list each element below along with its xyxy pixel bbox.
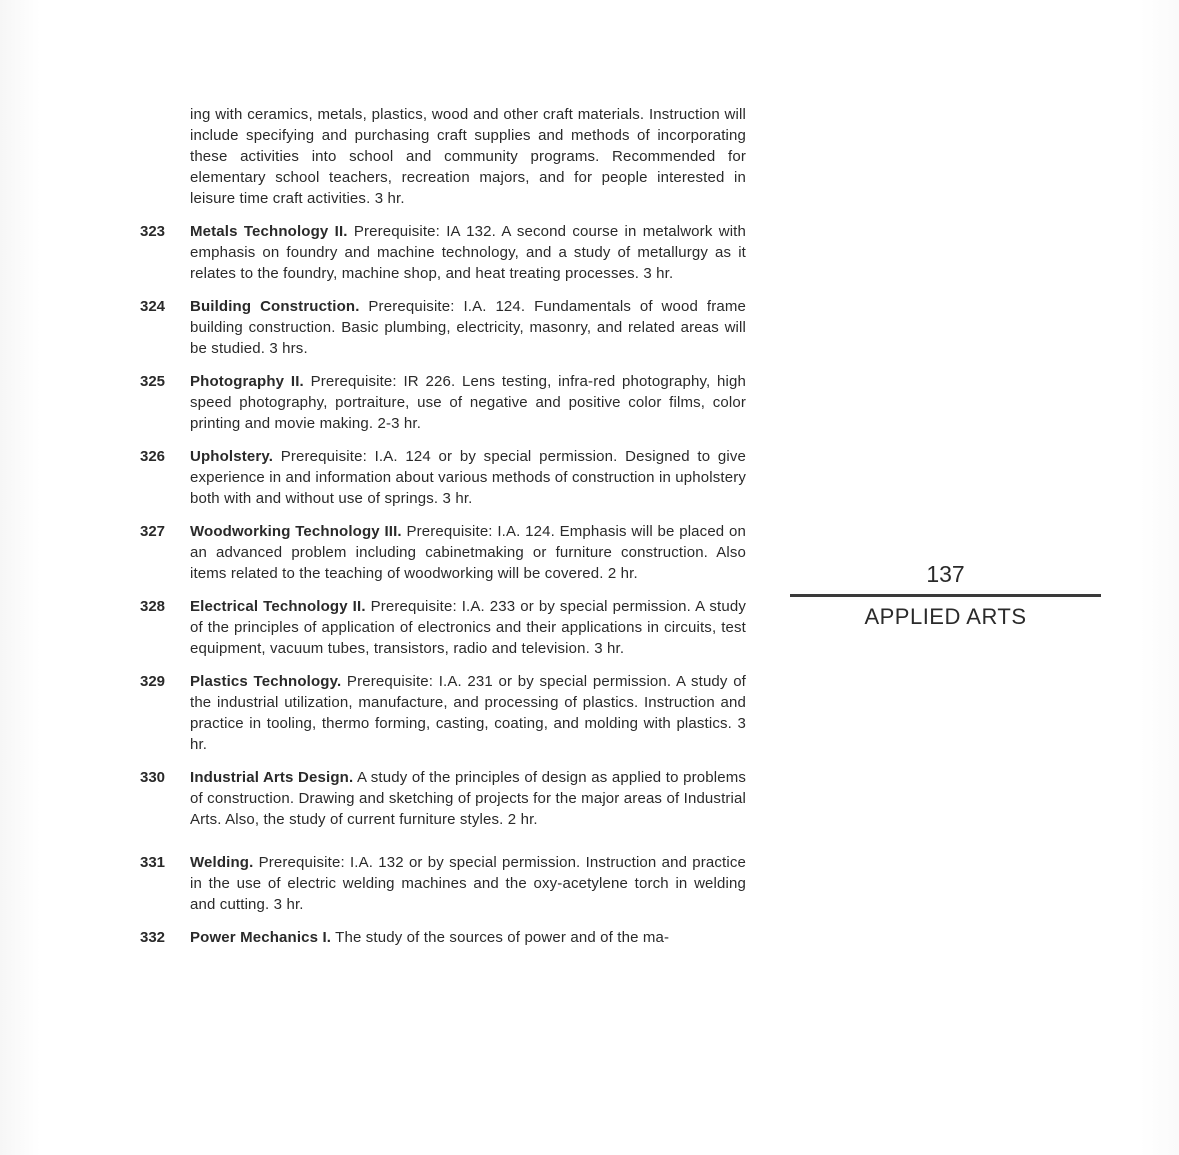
course-text: Prerequisite: IA 132. A second course in metalwork with emphasis on foundry and machine technology, and a study of metallurgy as it relates to the foundry, machine shop, and heat treating processes. 3 hr. — [190, 223, 746, 282]
course-number: 332 — [140, 929, 166, 946]
course-description — [190, 446, 746, 509]
course-description — [190, 521, 746, 584]
course-description — [190, 596, 746, 659]
course-text: Prerequisite: I.A. 132 or by special permission. Instruction and practice in the use of electric welding machines and the oxy-acetylene torch in welding and cutting. 3 hr. — [190, 854, 746, 913]
course-text: Prerequisite: I.A. 124. Fundamentals of wood frame building construction. Basic plumbing, electricity, masonry, and related areas will be studied. 3 hrs. — [190, 298, 746, 357]
course-description — [190, 296, 746, 359]
course-number: 324 — [140, 298, 166, 315]
course-number: 328 — [140, 598, 166, 615]
course-text: Prerequisite: I.A. 233 or by special permission. A study of the principles of application of electronics and their applications in circuits, test equipment, vacuum tubes, transistors, radio and television. 3 hr. — [190, 598, 746, 657]
course-title: Power Mechanics I. — [190, 929, 332, 946]
course-entry-330 — [140, 767, 746, 830]
course-entry-331 — [140, 852, 746, 915]
course-entry-327 — [140, 521, 746, 584]
course-description — [190, 371, 746, 434]
course-number: 326 — [140, 448, 166, 465]
course-title: Electrical Technology II. — [190, 598, 366, 615]
course-title: Metals Technology II. — [190, 223, 348, 240]
course-title: Building Construction. — [190, 298, 360, 315]
course-list — [140, 104, 746, 948]
course-description — [190, 221, 746, 284]
page-number: 137 — [926, 561, 965, 587]
course-number: 329 — [140, 673, 166, 690]
course-number: 323 — [140, 223, 166, 240]
course-number: 325 — [140, 373, 166, 390]
section-title: APPLIED ARTS — [864, 604, 1027, 629]
course-entry-324 — [140, 296, 746, 359]
course-number: 327 — [140, 523, 166, 540]
course-title: Photography II. — [190, 373, 304, 390]
course-title: Welding. — [190, 854, 254, 871]
course-title: Woodworking Technology III. — [190, 523, 402, 540]
course-description — [190, 852, 746, 915]
section-marker — [790, 560, 1101, 631]
course-description — [190, 671, 746, 755]
course-title: Upholstery. — [190, 448, 274, 465]
course-entry-326 — [140, 446, 746, 509]
course-title: Plastics Technology. — [190, 673, 342, 690]
course-text: Prerequisite: I.A. 231 or by special permission. A study of the industrial utilization, manufacture, and processing of plastics. Instruction and practice in tooling, thermo forming, casting, coating, and molding with plastics. 3 hr. — [190, 673, 747, 753]
course-text: The study of the sources of power and of the ma- — [335, 929, 670, 946]
course-text: Prerequisite: I.A. 124. Emphasis will be placed on an advanced problem including cabinetmaking or furniture construction. Also items related to the teaching of woodworking will be covered. 2 hr. — [190, 523, 746, 582]
course-entry-332 — [140, 927, 746, 948]
course-description — [190, 767, 746, 830]
course-number: 330 — [140, 769, 166, 786]
course-title: Industrial Arts Design. — [190, 769, 354, 786]
course-entry-325 — [140, 371, 746, 434]
course-entry-323 — [140, 221, 746, 284]
course-number: 331 — [140, 854, 166, 871]
course-entry-329 — [140, 671, 746, 755]
course-description — [190, 927, 746, 948]
course-text: Prerequisite: I.A. 124 or by special permission. Designed to give experience in and information about various methods of construction in upholstery both with and without use of springs. 3 hr. — [190, 448, 746, 507]
course-text: A study of the principles of design as applied to problems of construction. Drawing and sketching of projects for the major areas of Industrial Arts. Also, the study of current furniture styles. 2 hr. — [190, 769, 746, 828]
course-text: Prerequisite: IR 226. Lens testing, infra-red photography, high speed photography, portraiture, use of negative and positive color films, color printing and movie making. 2-3 hr. — [190, 373, 746, 432]
divider-rule — [790, 594, 1101, 597]
course-entry-328 — [140, 596, 746, 659]
intro-paragraph: ing with ceramics, metals, plastics, wood and other craft materials. Instruction will include specifying and purchasing craft supplies and methods of incorporating these activities into school and community programs. Recommended for elementary school teachers, recreation majors, and for people interested in leisure time craft activities. 3 hr. — [190, 106, 746, 207]
